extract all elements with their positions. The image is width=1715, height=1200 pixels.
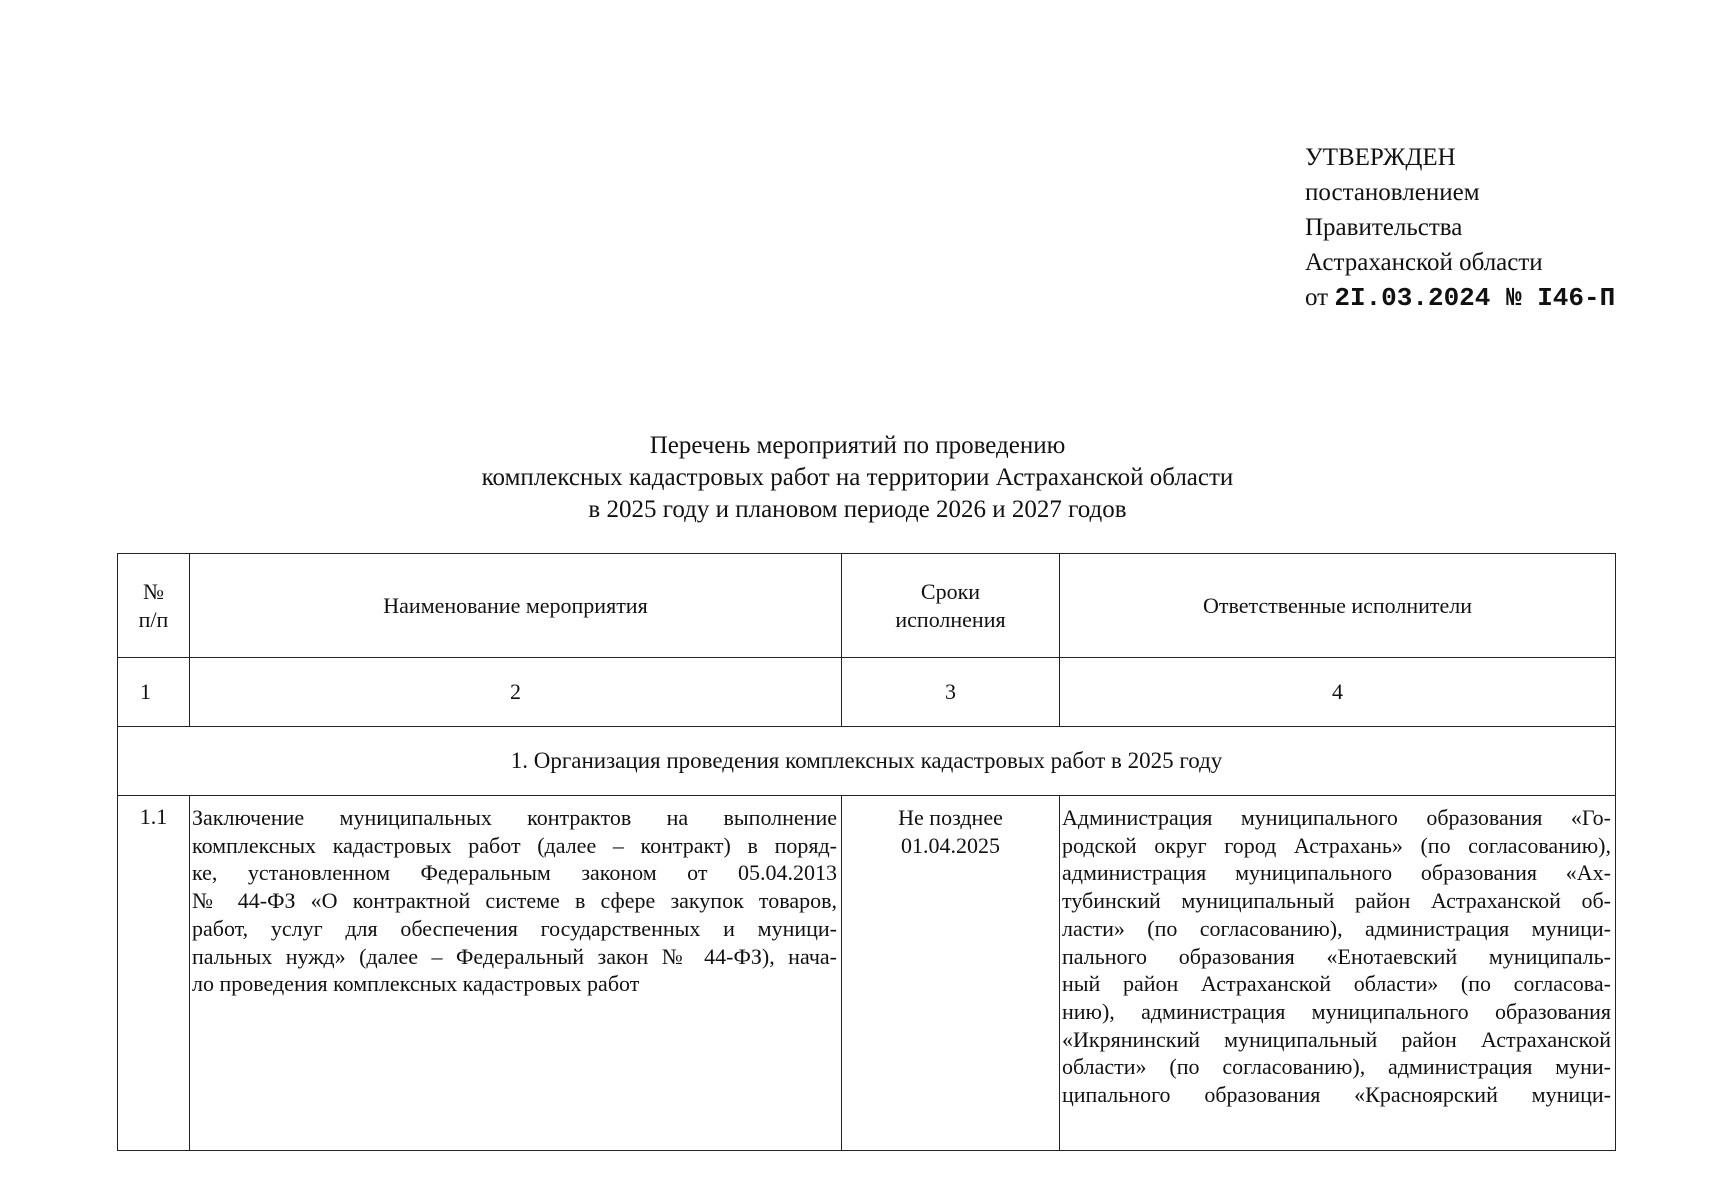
header-num-line2: п/п bbox=[138, 606, 169, 632]
responsible-line: нию), администрация муниципального образования bbox=[1062, 998, 1611, 1024]
header-num-line1: № bbox=[143, 578, 164, 604]
header-name: Наименование мероприятия bbox=[190, 554, 842, 658]
deadline-line2: 01.04.2025 bbox=[901, 832, 1000, 858]
row-measure-name bbox=[190, 796, 842, 1151]
responsible-line: Администрация муниципального образования «Го- bbox=[1062, 805, 1611, 830]
responsible-line: администрация муниципального образования «Ах- bbox=[1062, 860, 1611, 886]
header-deadline bbox=[842, 554, 1060, 658]
measure-line: ке, установленном Федеральным законом от 05.04.2013 bbox=[192, 860, 837, 886]
section-row bbox=[118, 727, 1616, 796]
header-responsible: Ответственные исполнители bbox=[1060, 554, 1616, 658]
responsible-line: пального образования «Енотаевский муниципаль- bbox=[1062, 943, 1611, 969]
responsible-line: ципального образования «Красноярский муници- bbox=[1062, 1082, 1611, 1108]
measure-line: Заключение муниципальных контрактов на выполнение bbox=[192, 805, 837, 830]
column-number-row bbox=[118, 658, 1616, 727]
approval-line-date bbox=[1305, 280, 1615, 316]
table-header-row bbox=[118, 554, 1616, 658]
column-number: 4 bbox=[1060, 658, 1616, 727]
responsible-line: родской округ город Астрахань» (по согласованию), bbox=[1062, 832, 1611, 858]
document-title bbox=[120, 430, 1595, 526]
header-deadline-line1: Сроки bbox=[920, 578, 981, 604]
title-line-1: Перечень мероприятий по проведению bbox=[649, 432, 1066, 459]
measure-line: пальных нужд» (далее – Федеральный закон № 44-ФЗ), нача- bbox=[192, 943, 837, 969]
measure-line: работ, услуг для обеспечения государственных и муници- bbox=[192, 915, 837, 941]
approval-line-region: Астраханской области bbox=[1305, 249, 1543, 276]
column-number: 3 bbox=[842, 658, 1060, 727]
row-responsible bbox=[1060, 796, 1616, 1151]
section-heading: 1. Организация проведения комплексных кадастровых работ в 2025 году bbox=[118, 727, 1616, 796]
measure-line: № 44-ФЗ «О контрактной системе в сфере закупок товаров, bbox=[192, 888, 837, 914]
header-num bbox=[118, 554, 190, 658]
column-number: 1 bbox=[118, 658, 190, 727]
approval-line-resolution: постановлением bbox=[1305, 179, 1480, 206]
approval-date-number: 2I.03.2024 № I46-П bbox=[1334, 283, 1616, 313]
deadline-line1: Не позднее bbox=[898, 805, 1003, 830]
title-line-2: комплексных кадастровых работ на территории Астраханской области bbox=[481, 464, 1234, 491]
measures-table bbox=[117, 553, 1616, 1151]
table-row bbox=[118, 796, 1616, 1151]
title-line-3: в 2025 году и плановом периоде 2026 и 2027 годов bbox=[588, 496, 1127, 523]
row-deadline bbox=[842, 796, 1060, 1151]
responsible-line: тубинский муниципальный район Астраханской об- bbox=[1062, 888, 1611, 914]
responsible-line: области» (по согласованию), администрация муни- bbox=[1062, 1054, 1611, 1080]
responsible-line: ный район Астраханской области» (по согласова- bbox=[1062, 971, 1611, 997]
approval-block bbox=[1305, 140, 1615, 316]
column-number: 2 bbox=[190, 658, 842, 727]
approval-line-government: Правительства bbox=[1305, 214, 1463, 241]
row-number: 1.1 bbox=[118, 796, 190, 1151]
responsible-line: ласти» (по согласованию), администрация муници- bbox=[1062, 915, 1611, 941]
header-deadline-line2: исполнения bbox=[895, 606, 1006, 632]
approval-heading: УТВЕРЖДЕН bbox=[1305, 144, 1456, 171]
approval-date-prefix: от bbox=[1305, 284, 1329, 311]
measure-line: комплексных кадастровых работ (далее – контракт) в поряд- bbox=[192, 832, 837, 858]
responsible-line: «Икрянинский муниципальный район Астраханской bbox=[1062, 1026, 1611, 1052]
measure-line: ло проведения комплексных кадастровых работ bbox=[192, 971, 640, 997]
